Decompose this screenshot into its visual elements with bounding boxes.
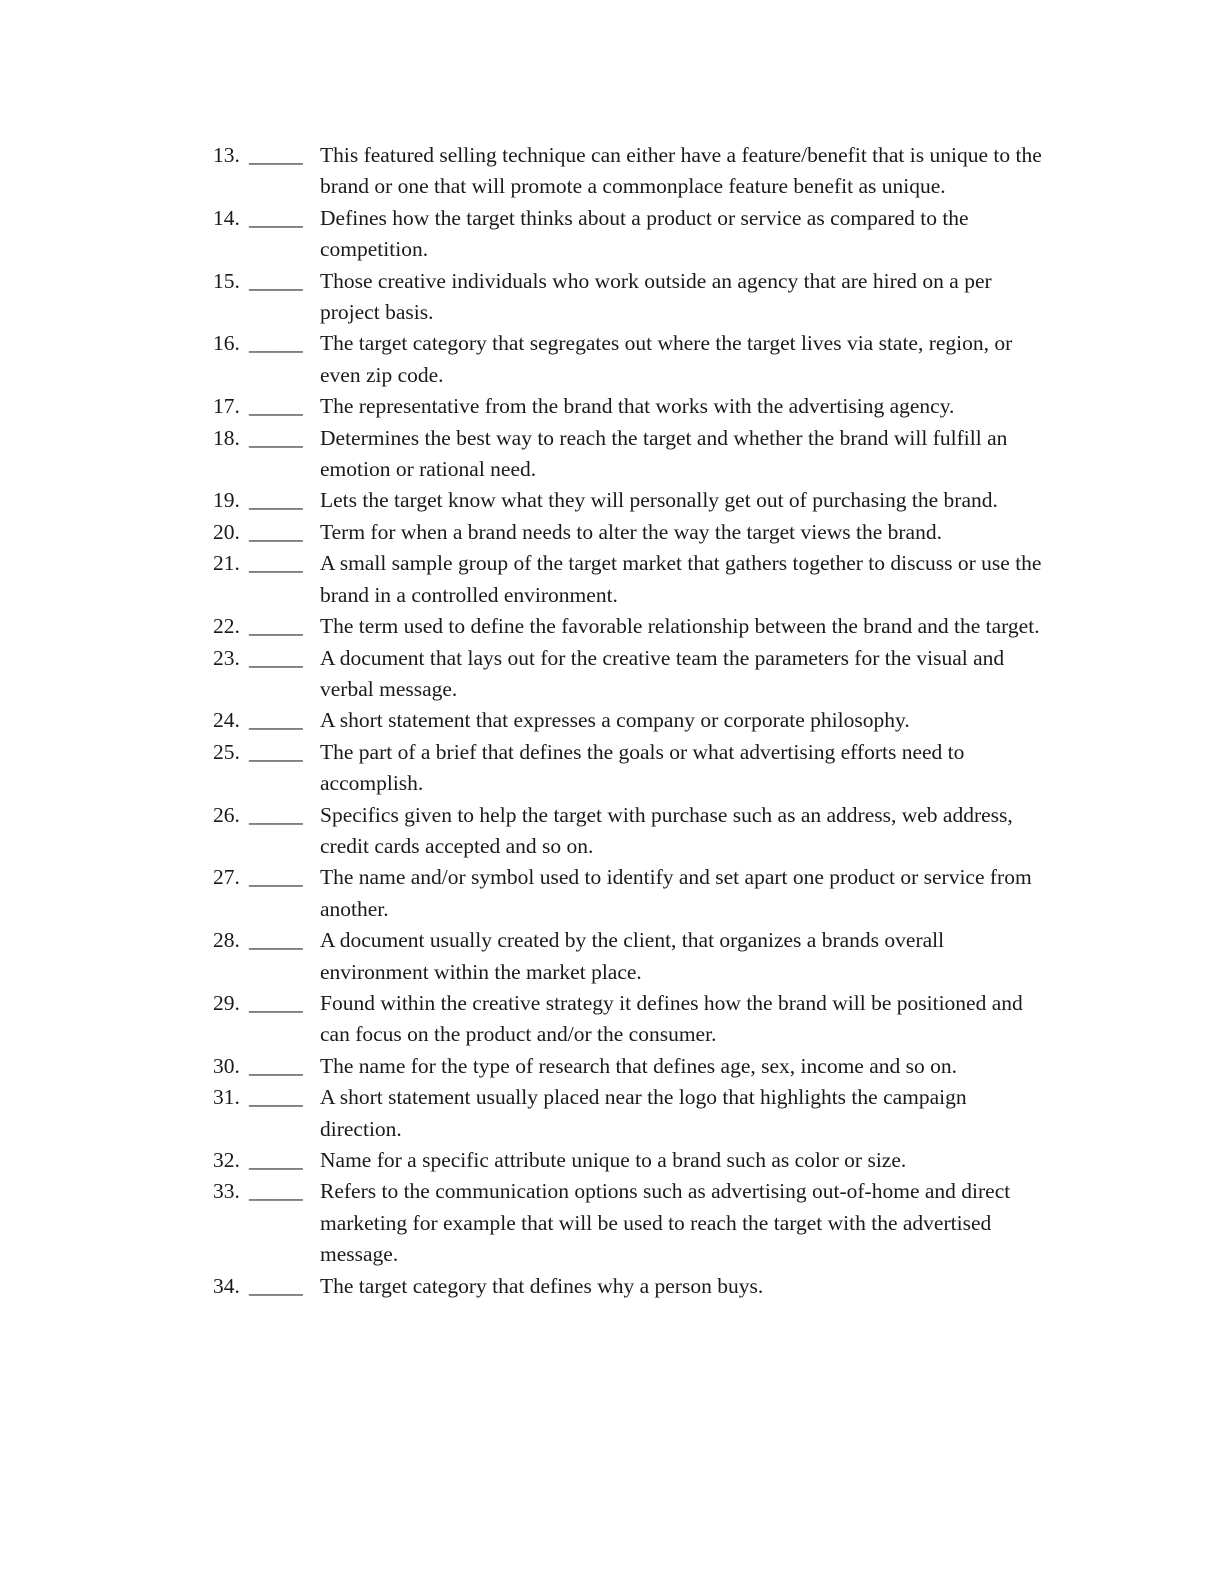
question-number: 16.: [213, 331, 240, 356]
answer-blank: _____: [249, 519, 303, 544]
question-text: A small sample group of the target market that gathers together to discuss or use the brand in a controlled environment.: [320, 551, 1042, 607]
answer-blank: _____: [249, 1085, 303, 1110]
question-number: 20.: [213, 519, 240, 544]
answer-blank: _____: [249, 802, 303, 827]
question-text: This featured selling technique can either have a feature/benefit that is unique to the brand or one that will promote a commonplace feature benefit as unique.: [320, 143, 1042, 199]
question-item: [213, 611, 1043, 642]
question-number: 22.: [213, 614, 240, 639]
question-item: [213, 203, 1043, 266]
question-number: 24.: [213, 708, 240, 733]
question-text: A short statement usually placed near the logo that highlights the campaign direction.: [320, 1085, 967, 1141]
question-number: 31.: [213, 1085, 240, 1110]
question-text: Lets the target know what they will personally get out of purchasing the brand.: [320, 488, 998, 513]
answer-blank: _____: [249, 708, 303, 733]
answer-blank: _____: [249, 394, 303, 419]
question-number: 14.: [213, 205, 240, 230]
question-text: Those creative individuals who work outside an agency that are hired on a per project basis.: [320, 268, 992, 325]
question-item: [213, 266, 1043, 329]
question-number: 23.: [213, 645, 240, 670]
question-text: Defines how the target thinks about a product or service as compared to the competition.: [320, 205, 969, 262]
answer-blank: _____: [249, 865, 303, 890]
question-item: [213, 737, 1043, 800]
question-text: The target category that defines why a person buys.: [320, 1273, 764, 1298]
question-item: [213, 800, 1043, 863]
question-item: [213, 1176, 1043, 1270]
answer-blank: _____: [249, 1148, 303, 1172]
question-text: The name for the type of research that defines age, sex, income and so on.: [320, 1053, 957, 1078]
question-text: The term used to define the favorable relationship between the brand and the target.: [320, 614, 1040, 639]
question-item: [213, 517, 1043, 548]
question-item: [213, 1271, 1043, 1302]
question-number: 29.: [213, 990, 240, 1015]
question-text: Determines the best way to reach the target and whether the brand will fulfill an emotion or rational need.: [320, 425, 1008, 482]
question-item: [213, 988, 1043, 1051]
answer-blank: _____: [249, 1273, 303, 1298]
question-number: 19.: [213, 488, 240, 513]
answer-blank: _____: [249, 739, 303, 764]
question-number: 33.: [213, 1179, 240, 1204]
question-text: A document usually created by the client, that organizes a brands overall environment within the market place.: [320, 928, 945, 984]
question-item: [213, 391, 1043, 422]
answer-blank: _____: [249, 331, 303, 356]
question-text: Specifics given to help the target with purchase such as an address, web address, credit cards accepted and so on.: [320, 802, 1013, 858]
question-item: [213, 548, 1043, 611]
answer-blank: _____: [249, 551, 303, 576]
question-number: 28.: [213, 928, 240, 953]
question-list: [213, 140, 1043, 1302]
answer-blank: _____: [249, 614, 303, 639]
question-text: A short statement that expresses a company or corporate philosophy.: [320, 708, 910, 733]
question-number: 17.: [213, 394, 240, 419]
question-item: [213, 925, 1043, 988]
question-item: [213, 705, 1043, 736]
answer-blank: _____: [249, 928, 303, 953]
answer-blank: _____: [249, 268, 303, 293]
question-text: A document that lays out for the creative team the parameters for the visual and verbal message.: [320, 645, 1005, 701]
question-item: [213, 643, 1043, 706]
question-number: 15.: [213, 268, 240, 293]
question-number: 21.: [213, 551, 240, 576]
question-number: 30.: [213, 1053, 240, 1078]
question-item: [213, 1145, 1043, 1176]
answer-blank: _____: [249, 425, 303, 450]
question-text: Term for when a brand needs to alter the way the target views the brand.: [320, 519, 942, 544]
answer-blank: _____: [249, 990, 303, 1015]
question-text: The part of a brief that defines the goals or what advertising efforts need to accomplish.: [320, 739, 965, 796]
question-item: [213, 1082, 1043, 1145]
question-number: 18.: [213, 425, 240, 450]
answer-blank: _____: [249, 143, 303, 167]
answer-blank: _____: [249, 1179, 303, 1204]
question-number: 27.: [213, 865, 240, 890]
question-text: The name and/or symbol used to identify and set apart one product or service from another.: [320, 865, 1032, 921]
question-number: 26.: [213, 802, 240, 827]
question-text: The target category that segregates out where the target lives via state, region, or even zip code.: [320, 331, 1013, 387]
question-number: 13.: [213, 143, 240, 167]
answer-blank: _____: [249, 645, 303, 670]
answer-blank: _____: [249, 205, 303, 230]
question-text: Refers to the communication options such as advertising out-of-home and direct marketing for example that will be used to reach the target with the advertised message.: [320, 1179, 1011, 1267]
question-number: 34.: [213, 1273, 240, 1298]
question-item: [213, 485, 1043, 516]
answer-blank: _____: [249, 1053, 303, 1078]
question-text: Found within the creative strategy it defines how the brand will be positioned and can focus on the product and/or the consumer.: [320, 990, 1023, 1047]
answer-blank: _____: [249, 488, 303, 513]
question-number: 32.: [213, 1148, 240, 1172]
question-item: [213, 328, 1043, 391]
question-item: [213, 1051, 1043, 1082]
question-text: Name for a specific attribute unique to a brand such as color or size.: [320, 1148, 907, 1172]
question-number: 25.: [213, 739, 240, 764]
question-text: The representative from the brand that works with the advertising agency.: [320, 394, 955, 419]
question-item: [213, 140, 1043, 203]
question-item: [213, 862, 1043, 925]
question-item: [213, 423, 1043, 486]
